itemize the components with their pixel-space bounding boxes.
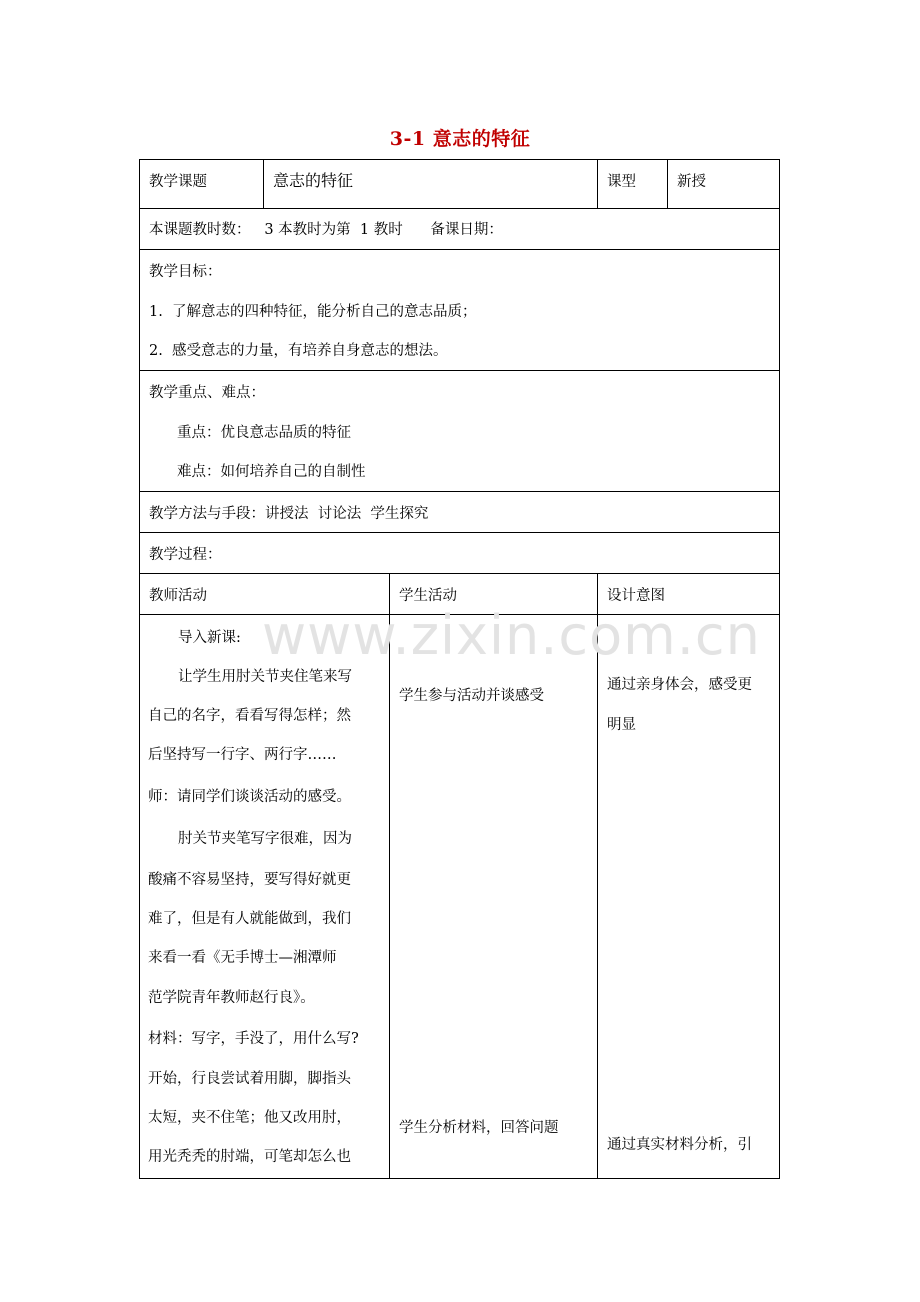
objective-item: 2. 感受意志的力量，有培养自身意志的想法。 <box>149 343 448 359</box>
column-header-student: 学生活动 <box>399 588 457 604</box>
column-divider <box>667 159 668 209</box>
teacher-activity-line: 肘关节夹笔写字很难，因为 <box>178 831 352 847</box>
key-point-focus: 重点：优良意志品质的特征 <box>177 425 351 441</box>
student-activity-line: 学生分析材料，回答问题 <box>399 1120 559 1136</box>
row-divider <box>139 208 780 209</box>
teacher-activity-line: 太短，夹不住笔；他又改用肘， <box>148 1110 351 1126</box>
row-divider <box>139 614 780 615</box>
objective-item: 1. 了解意志的四种特征，能分析自己的意志品质； <box>149 304 477 320</box>
topic-label: 教学课题 <box>149 174 207 190</box>
teacher-activity-line: 酸痛不容易坚持，要写得好就更 <box>148 872 351 888</box>
key-points-heading: 教学重点、难点： <box>149 385 265 401</box>
key-point-difficulty: 难点：如何培养自己的自制性 <box>177 464 366 480</box>
teacher-activity-line: 材料：写字，手没了，用什么写? <box>148 1031 359 1047</box>
column-divider <box>597 159 598 209</box>
row-divider <box>139 532 780 533</box>
teacher-activity-line: 师：请同学们谈谈活动的感受。 <box>148 789 351 805</box>
teacher-activity-line: 难了，但是有人就能做到，我们 <box>148 911 351 927</box>
teacher-activity-line: 让学生用肘关节夹住笔来写 <box>178 669 352 685</box>
teacher-activity-line: 自己的名字，看看写得怎样；然 <box>148 708 351 724</box>
teacher-activity-line: 范学院青年教师赵行良》。 <box>148 990 315 1006</box>
column-divider <box>389 573 390 1179</box>
row-divider <box>139 249 780 250</box>
row-divider <box>139 573 780 574</box>
column-header-intent: 设计意图 <box>607 588 665 604</box>
column-divider <box>263 159 264 209</box>
type-label: 课型 <box>607 174 636 190</box>
teaching-methods: 教学方法与手段：讲授法 讨论法 学生探究 <box>149 506 429 522</box>
column-divider <box>597 573 598 1179</box>
teacher-activity-line: 用光秃秃的肘端，可笔却怎么也 <box>148 1149 351 1165</box>
topic-value: 意志的特征 <box>273 171 354 190</box>
objectives-heading: 教学目标： <box>149 264 222 280</box>
teacher-activity-line: 来看一看《无手博士—湘潭师 <box>148 950 337 966</box>
document-title: 3-1 意志的特征 <box>389 128 531 150</box>
teacher-activity-line: 开始，行良尝试着用脚，脚指头 <box>148 1071 351 1087</box>
watermark: www.zixin.com.cn <box>262 604 761 667</box>
design-intent-line: 明显 <box>607 717 636 733</box>
teacher-activity-line: 后坚持写一行字、两行字…… <box>148 747 337 763</box>
column-header-teacher: 教师活动 <box>149 588 207 604</box>
type-value: 新授 <box>677 174 706 190</box>
row-divider <box>139 370 780 371</box>
teacher-activity-line: 导入新课: <box>178 630 241 646</box>
design-intent-line: 通过真实材料分析，引 <box>607 1137 752 1153</box>
process-heading: 教学过程： <box>149 547 222 563</box>
student-activity-line: 学生参与活动并谈感受 <box>399 688 544 704</box>
lesson-hours: 本课题教时数： 3 本教时为第 1 教时 备课日期： <box>149 222 503 238</box>
row-divider <box>139 491 780 492</box>
design-intent-line: 通过亲身体会，感受更 <box>607 677 752 693</box>
